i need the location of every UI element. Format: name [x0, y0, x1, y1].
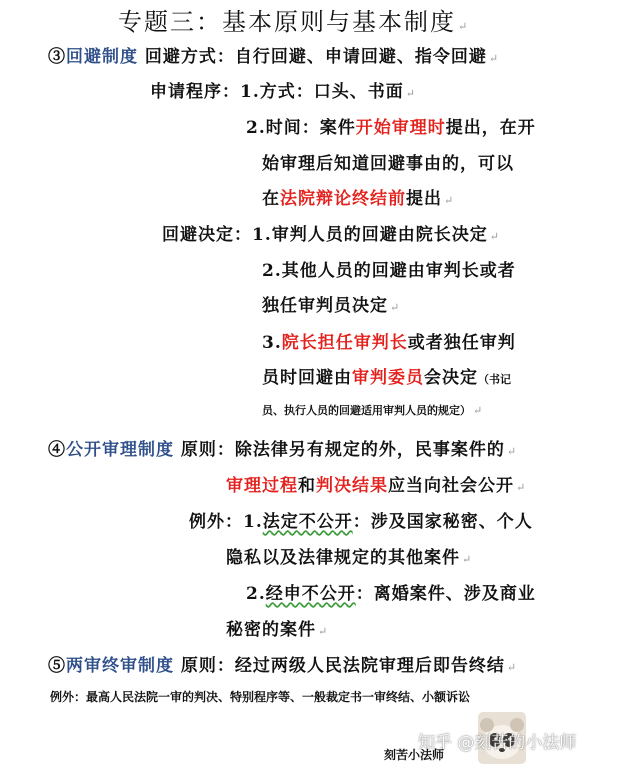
s4-line-3: 例外：1.法定不公开：涉及国家秘密、个人: [189, 512, 533, 532]
s3-line-5: 在法院辩论终结前提出 ↵: [262, 189, 454, 209]
section-5-name: 两审终审制度: [66, 656, 174, 676]
highlight-committee: 审判委员: [352, 368, 424, 388]
s5-exception: 例外：最高人民法院一审的判决、特别程序等、一般裁定书一审终结、小额诉讼: [50, 690, 471, 704]
s3-line-9: 3.院长担任审判长或者独任审判: [262, 333, 516, 353]
s3-line-4: 始审理后知道回避事由的，可以: [262, 154, 514, 174]
page-title: 专题三：基本原则与基本制度 ↵: [118, 8, 468, 36]
s4-line-4: 隐私以及法律规定的其他案件 ↵: [226, 548, 472, 568]
section-3-heading: ③回避制度 回避方式：自行回避、申请回避、指令回避 ↵: [48, 47, 499, 67]
highlight-president-judge: 院长担任审判长: [281, 333, 408, 353]
section-3-name: 回避制度: [66, 47, 138, 67]
application-closed-term: 经申不公开: [265, 584, 356, 604]
s4-line-2: 审理过程和判决结果应当向社会公开 ↵: [226, 476, 526, 496]
s3-line-10: 员时回避由审判委员会决定（书记: [262, 368, 511, 388]
author-name: 刻苦小法师: [384, 748, 445, 762]
s3-line-3: 2.时间：案件开始审理时提出，在开: [246, 118, 536, 138]
s4-line-6: 秘密的案件 ↵: [226, 620, 328, 640]
s3-line-11: 员、执行人员的回避适用审判人员的规定） ↵: [262, 404, 483, 417]
section-4-heading: ④公开审理制度 原则：除法律另有规定的外，民事案件的 ↵: [48, 440, 517, 460]
s4-line-5: 2.经申不公开：离婚案件、涉及商业: [246, 584, 536, 604]
highlight-trial-process: 审理过程: [226, 476, 298, 496]
highlight-debate-end: 法院辩论终结前: [280, 189, 406, 209]
s3-line-6: 回避决定：1.审判人员的回避由院长决定 ↵: [162, 225, 499, 245]
section-5-heading: ⑤两审终审制度 原则：经过两级人民法院审理后即告终结 ↵: [48, 656, 517, 676]
highlight-start-trial: 开始审理时: [355, 118, 446, 138]
legal-closed-term: 法定不公开: [262, 512, 353, 532]
s3-line-7: 2.其他人员的回避由审判长或者: [262, 261, 516, 281]
s3-line-8: 独任审判员决定 ↵: [262, 296, 400, 316]
section-4-name: 公开审理制度: [66, 440, 174, 460]
s3-line-2: 申请程序：1.方式：口头、书面 ↵: [150, 82, 415, 102]
zhihu-watermark: 知乎 @刻苦的小法师: [418, 733, 577, 753]
highlight-judgment-result: 判决结果: [316, 476, 388, 496]
